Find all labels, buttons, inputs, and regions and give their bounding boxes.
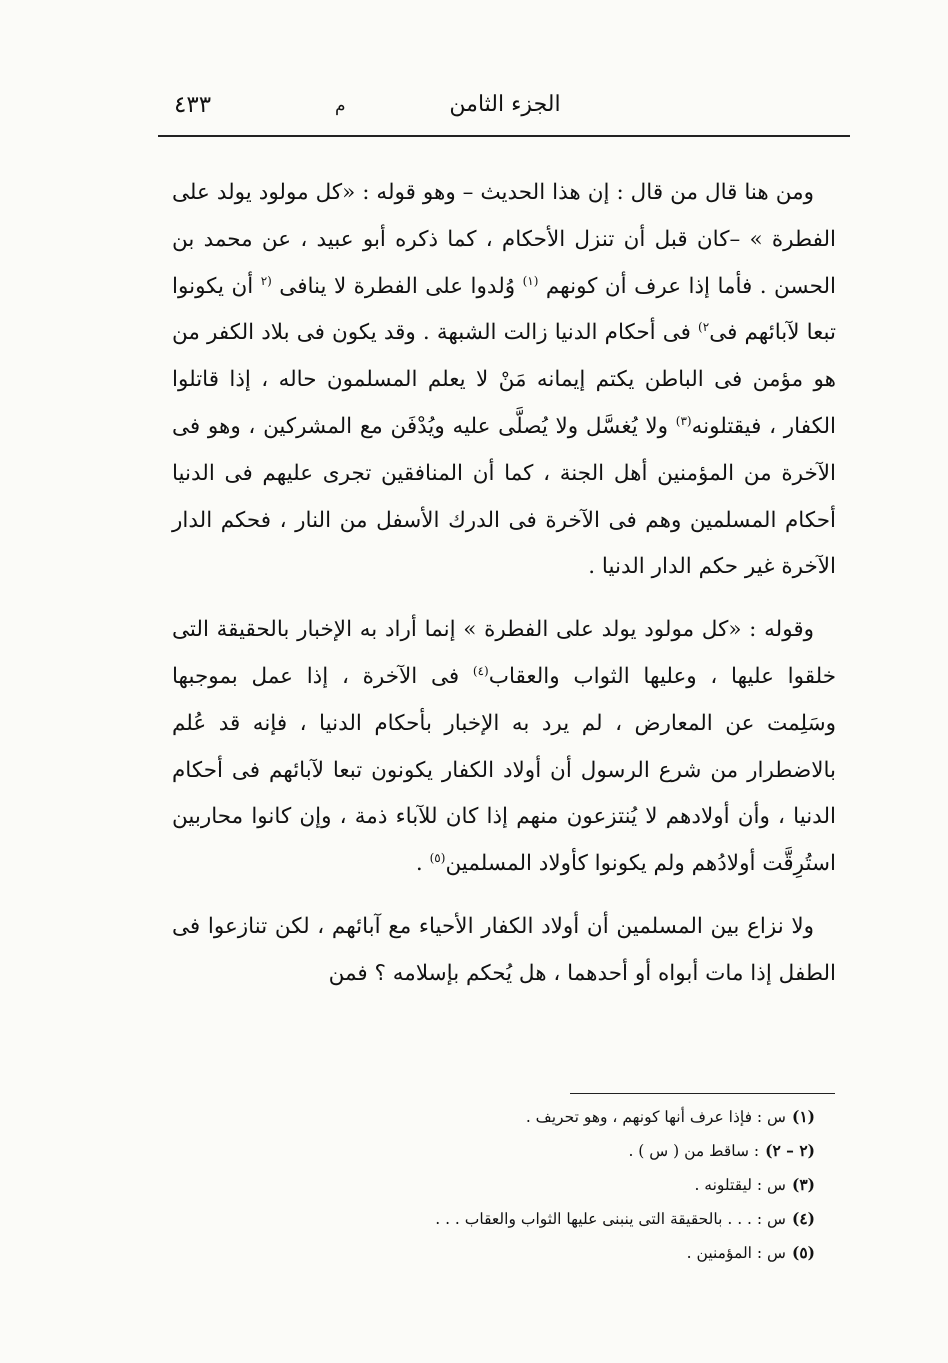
stray-mark: م [335, 96, 346, 116]
footnote-text: س : المؤمنين . [686, 1244, 786, 1262]
footnote [300, 1100, 815, 1134]
paragraph: ولا نزاع بين المسلمين أن أولاد الكفار الأحياء مع آبائهم ، لكن تنازعوا فى الطفل إذا مات أبواه أو أحدهما ، هل يُحكم بإسلامه ؟ فمن [172, 913, 836, 986]
footnote-number: (٣) [791, 1175, 815, 1194]
footnote [300, 1168, 815, 1202]
body-text [172, 170, 836, 1014]
footnote-number: (٤) [791, 1209, 815, 1228]
running-title: الجزء الثامن [449, 92, 561, 117]
footnote-ref: (١) [522, 273, 539, 288]
footnote [300, 1236, 815, 1270]
footnote-text: : ساقط من ( س ) . [628, 1142, 760, 1160]
footnote-ref: ٢) [698, 320, 710, 335]
footnote-number: (٢ – ٢) [765, 1141, 815, 1160]
footnote-number: (١) [791, 1107, 815, 1126]
footnote-text: س : . . . بالحقيقة التى ينبنى عليها الثواب والعقاب . . . [435, 1210, 786, 1228]
header-rule [158, 135, 850, 137]
footnote-ref: (٤) [472, 663, 489, 678]
page-number: ٤٣٣ [174, 92, 212, 118]
footnote [300, 1202, 815, 1236]
paragraph: ومن هنا قال من قال : إن هذا الحديث – وهو قوله : «كل مولود يولد على الفطرة » –كان قبل أن تنزل الأحكام ، كما ذكره أبو عبيد ، عن محمد بن الحسن . فأما إذا عرف أن كونهم $^{(١)}$ وُلدوا على الفطرة لا ينافى $^{(٢}$ أن يكونوا تبعا لآبائهم فى$^{٢)}$ فى أحكام الدنيا زالت الشبهة . وقد يكون فى بلاد الكفر من هو مؤمن فى الباطن يكتم إيمانه مَنْ لا يعلم المسلمون حاله ، إذا قاتلوا الكفار ، فيقتلونه$^{(٣)}$ ولا يُغسَّل ولا يُصلَّى عليه ويُدْفَن مع المشركين ، وهو فى الآخرة من المؤمنين أهل الجنة ، كما أن المنافقين تجرى عليهم فى الدنيا أحكام المسلمين وهم فى الآخرة فى الدرك الأسفل من النار ، فحكم الدار الآخرة غير حكم الدار الدنيا . [172, 180, 837, 580]
footnote-text: س : فإذا عرف أنها كونهم ، وهو تحريف . [525, 1108, 786, 1126]
page-header [160, 92, 850, 126]
footnote-ref: (٢ [260, 273, 272, 288]
footnote [300, 1134, 815, 1168]
footnote-text: س : ليقتلونه . [694, 1176, 786, 1194]
footnote-ref: (٣) [675, 413, 692, 428]
paragraph: وقوله : «كل مولود يولد على الفطرة » إنما أراد به الإخبار بالحقيقة التى خلقوا عليها ، وعليها الثواب والعقاب$^{(٤)}$ فى الآخرة ، إذا عمل بموجبها وسَلِمت عن المعارض ، لم يرد به الإخبار بأحكام الدنيا ، فإنه قد عُلم بالاضطرار من شرع الرسول أن أولاد الكفار يكونون تبعا لآبائهم فى أحكام الدنيا ، وأن أولادهم لا يُنتزعون منهم إذا كان للآباء ذمة ، وإن كانوا محاربين استُرِقَّت أولادُهم ولم يكونوا كأولاد المسلمين$^{(٥)}$ . [172, 617, 836, 877]
footnotes [300, 1100, 815, 1270]
footnote-ref: (٥) [429, 851, 446, 865]
footnote-number: (٥) [791, 1243, 815, 1262]
footnote-rule [570, 1093, 835, 1094]
